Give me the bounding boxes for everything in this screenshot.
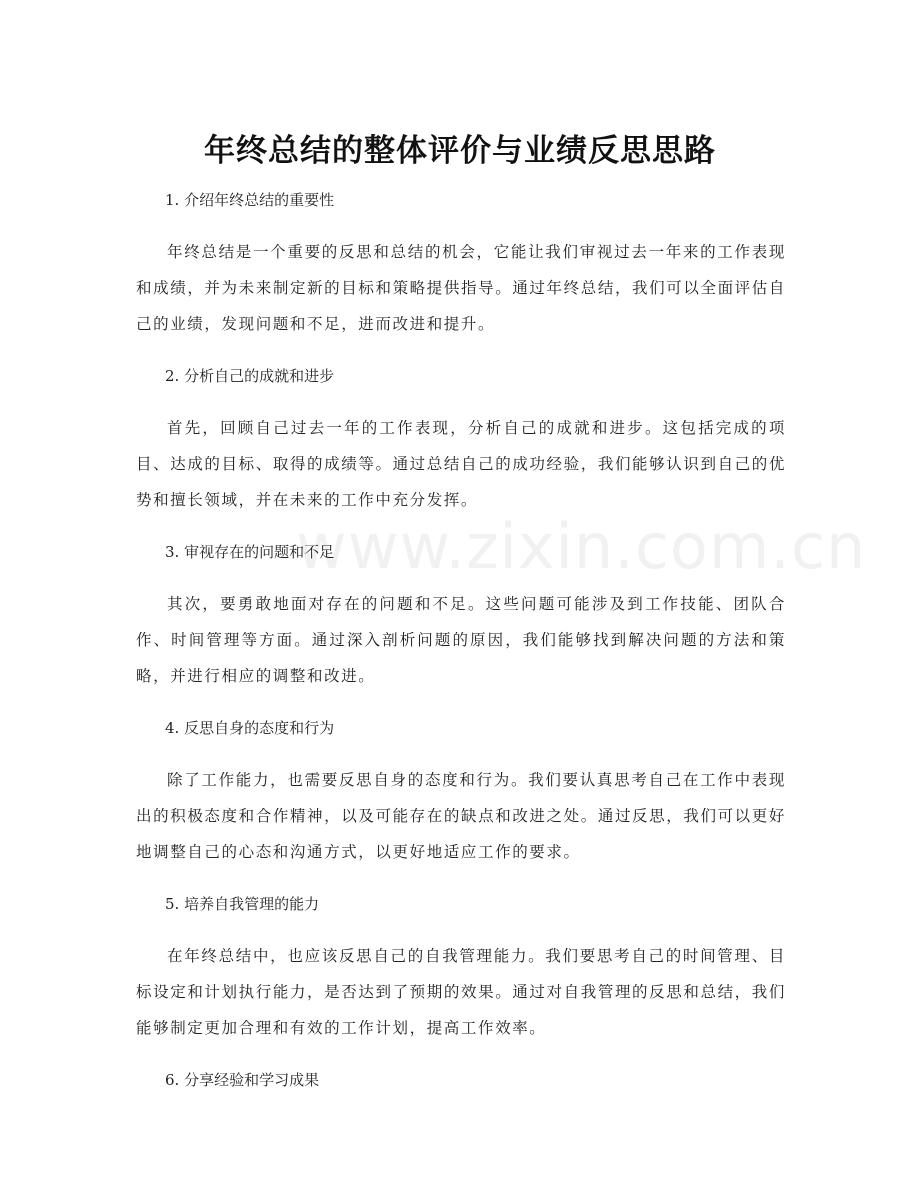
section-heading-6: 6. 分享经验和学习成果 [165, 1071, 320, 1089]
section-heading-2: 2. 分析自己的成就和进步 [165, 367, 335, 385]
section-heading-1: 1. 介绍年终总结的重要性 [165, 191, 335, 209]
section-paragraph-2: 首先，回顾自己过去一年的工作表现，分析自己的成就和进步。这包括完成的项目、达成的目标、取得的成绩等。通过总结自己的成功经验，我们能够认识到自己的优势和擅长领域，并在未来的工作中充分发挥。 [136, 419, 786, 509]
watermark: www.zixin.com.cn [296, 510, 867, 583]
section-paragraph-4: 除了工作能力，也需要反思自身的态度和行为。我们要认真思考自己在工作中表现出的积极态度和合作精神，以及可能存在的缺点和改进之处。通过反思，我们可以更好地调整自己的心态和沟通方式，以更好地适应工作的要求。 [136, 771, 786, 861]
section-paragraph-3: 其次，要勇敢地面对存在的问题和不足。这些问题可能涉及到工作技能、团队合作、时间管理等方面。通过深入剖析问题的原因，我们能够找到解决问题的方法和策略，并进行相应的调整和改进。 [136, 595, 786, 685]
section-heading-3: 3. 审视存在的问题和不足 [165, 543, 335, 561]
section-paragraph-5: 在年终总结中，也应该反思自己的自我管理能力。我们要思考自己的时间管理、目标设定和计划执行能力，是否达到了预期的效果。通过对自我管理的反思和总结，我们能够制定更加合理和有效的工作计划，提高工作效率。 [136, 947, 786, 1037]
section-heading-4: 4. 反思自身的态度和行为 [165, 719, 335, 737]
page-title: 年终总结的整体评价与业绩反思思路 [204, 132, 716, 169]
section-paragraph-1: 年终总结是一个重要的反思和总结的机会，它能让我们审视过去一年来的工作表现和成绩，并为未来制定新的目标和策略提供指导。通过年终总结，我们可以全面评估自己的业绩，发现问题和不足，进而改进和提升。 [136, 243, 786, 333]
document-body [136, 182, 786, 1098]
section-heading-5: 5. 培养自我管理的能力 [165, 895, 320, 913]
